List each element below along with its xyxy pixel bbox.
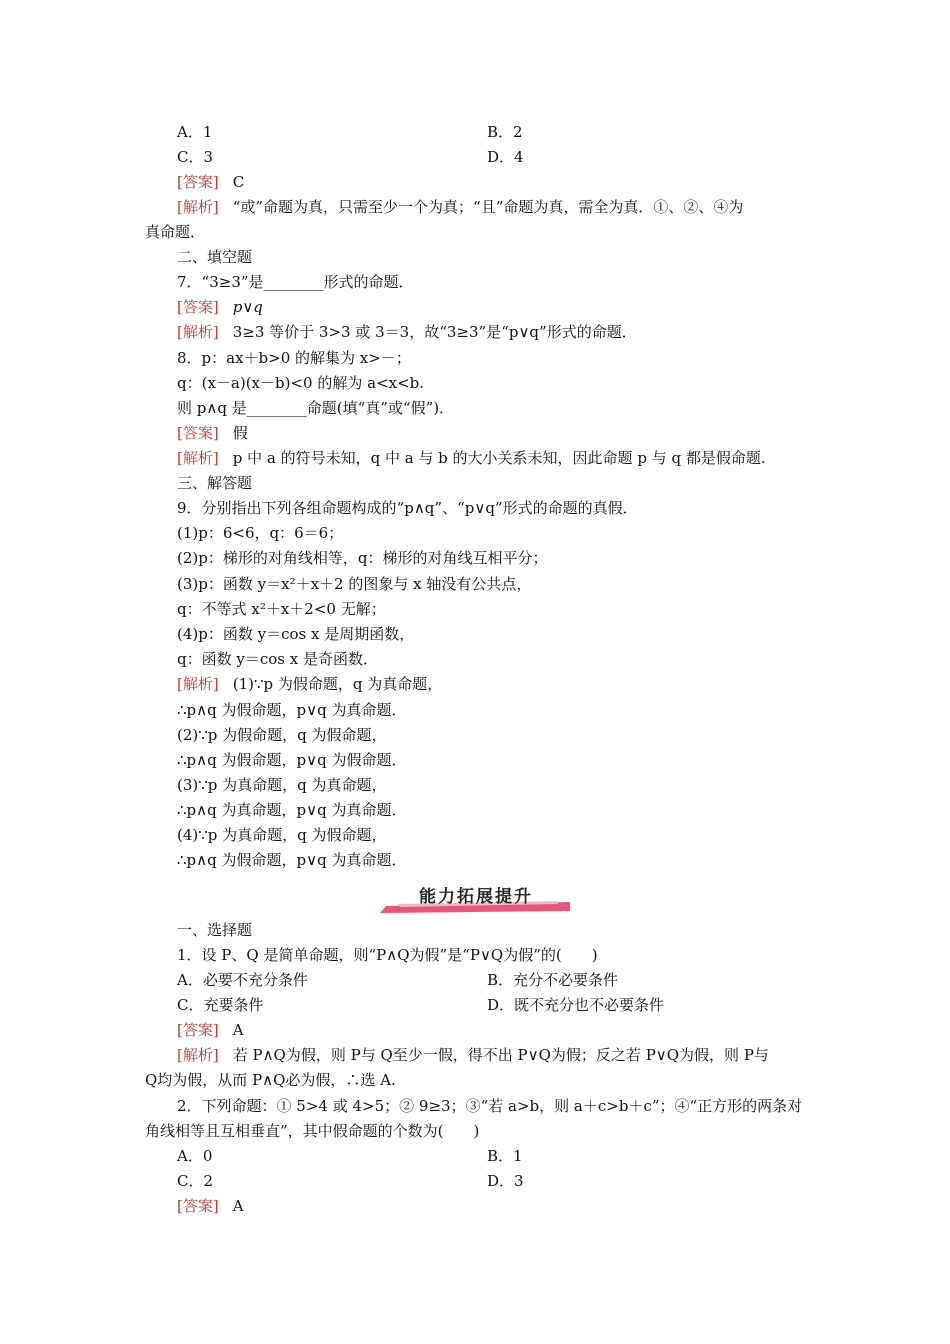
analysis-line	[177, 672, 442, 697]
analysis-text: p 中 a 的符号未知，q 中 a 与 b 的大小关系未知，因此命题 p 与 q 都是假命题.	[232, 449, 766, 467]
answer-tag: [答案]	[177, 1021, 219, 1039]
analysis-text-cont: Q均为假，从而 P∧Q必为假，∴选 A.	[145, 1071, 396, 1089]
option-b: B．1	[487, 1147, 523, 1165]
analysis-step: ∴p∧q 为假命题，p∨q 为真命题．	[177, 851, 407, 869]
question-8-line: 8．p：ax＋b>0 的解集为 x>－；	[177, 349, 411, 367]
section-heading: 二、填空题	[177, 248, 253, 266]
analysis-step: (3)∵p 为真命题，q 为真命题，	[177, 776, 387, 794]
analysis-text-cont: 真命题．	[145, 223, 206, 241]
analysis-step: ∴p∧q 为真命题，p∨q 为真命题．	[177, 801, 407, 819]
answer-value: C	[232, 173, 245, 191]
answer-line	[177, 1018, 244, 1043]
analysis-step: ∴p∧q 为假命题，p∨q 为假命题．	[177, 751, 407, 769]
answer-tag: [答案]	[177, 424, 219, 442]
analysis-line	[177, 446, 766, 471]
answer-line	[177, 170, 244, 195]
answer-line	[177, 1194, 244, 1219]
answer-tag: [答案]	[177, 173, 219, 191]
option-b: B．充分不必要条件	[487, 971, 619, 989]
analysis-text: “或”命题为真，只需至少一个为真；“且”命题为真，需全为真．①、②、④为	[232, 198, 744, 216]
analysis-step: (4)∵p 为真命题，q 为假命题，	[177, 826, 387, 844]
question-8-line: 则 p∧q 是________命题(填“真”或“假”)．	[177, 399, 455, 417]
question-2-stem-cont: 角线相等且互相垂直”，其中假命题的个数为( )	[145, 1122, 480, 1140]
answer-value: A	[232, 1021, 244, 1039]
option-a: A．1	[177, 123, 213, 141]
sub-item: (4)p：函数 y＝cos x 是周期函数，	[177, 625, 415, 643]
option-d: D．3	[487, 1172, 524, 1190]
option-d: D．4	[487, 148, 524, 166]
sub-item: (3)p：函数 y＝x²＋x＋2 的图象与 x 轴没有公共点，	[177, 575, 532, 593]
answer-value: 假	[232, 424, 248, 442]
section-banner	[378, 880, 574, 914]
option-c: C．2	[177, 1172, 214, 1190]
analysis-tag: [解析]	[177, 1046, 219, 1064]
question-7-stem: 7．“3≥3”是________形式的命题．	[177, 273, 414, 291]
option-c: C．3	[177, 148, 214, 166]
option-d: D．既不充分也不必要条件	[487, 996, 665, 1014]
banner-title: 能力拓展提升	[419, 887, 533, 907]
question-9-stem: 9．分别指出下列各组命题构成的“p∧q”、“p∨q”形式的命题的真假．	[177, 499, 638, 517]
analysis-line	[177, 1043, 769, 1068]
option-b: B．2	[487, 123, 523, 141]
analysis-line	[177, 320, 637, 345]
answer-tag: [答案]	[177, 298, 219, 316]
analysis-text: (1)∵p 为假命题，q 为真命题，	[232, 675, 443, 693]
answer-line	[177, 295, 263, 320]
analysis-line	[177, 195, 743, 220]
section-heading: 一、选择题	[177, 921, 253, 939]
question-1-stem: 1．设 P、Q 是简单命题，则“P∧Q为假”是“P∨Q为假”的( )	[177, 946, 598, 964]
option-a: A．0	[177, 1147, 213, 1165]
analysis-tag: [解析]	[177, 323, 219, 341]
sub-item: (1)p：6<6，q：6＝6；	[177, 524, 344, 542]
analysis-tag: [解析]	[177, 198, 219, 216]
option-c: C．充要条件	[177, 996, 264, 1014]
answer-tag: [答案]	[177, 1197, 219, 1215]
analysis-text: 3≥3 等价于 3>3 或 3＝3，故“3≥3”是“p∨q”形式的命题．	[232, 323, 637, 341]
answer-value: p∨q	[232, 298, 263, 316]
question-8-line: q：(x－a)(x－b)<0 的解为 a<x<b.	[177, 374, 425, 392]
analysis-tag: [解析]	[177, 675, 219, 693]
analysis-step: (2)∵p 为假命题，q 为假命题，	[177, 726, 387, 744]
analysis-tag: [解析]	[177, 449, 219, 467]
analysis-text: 若 P∧Q为假，则 P与 Q至少一假，得不出 P∨Q为假；反之若 P∨Q为假，则 P与	[232, 1046, 769, 1064]
sub-item: q：不等式 x²＋x＋2<0 无解；	[177, 600, 386, 618]
sub-item: (2)p：梯形的对角线相等，q：梯形的对角线互相平分；	[177, 549, 548, 567]
answer-value: A	[232, 1197, 244, 1215]
analysis-step: ∴p∧q 为假命题，p∨q 为真命题．	[177, 701, 407, 719]
question-2-stem: 2．下列命题：① 5>4 或 4>5；② 9≥3；③“若 a>b，则 a＋c>b＋c”；④“正方形的两条对	[177, 1097, 803, 1115]
sub-item: q：函数 y＝cos x 是奇函数．	[177, 650, 378, 668]
section-heading: 三、解答题	[177, 474, 253, 492]
option-a: A．必要不充分条件	[177, 971, 308, 989]
answer-line	[177, 421, 248, 446]
